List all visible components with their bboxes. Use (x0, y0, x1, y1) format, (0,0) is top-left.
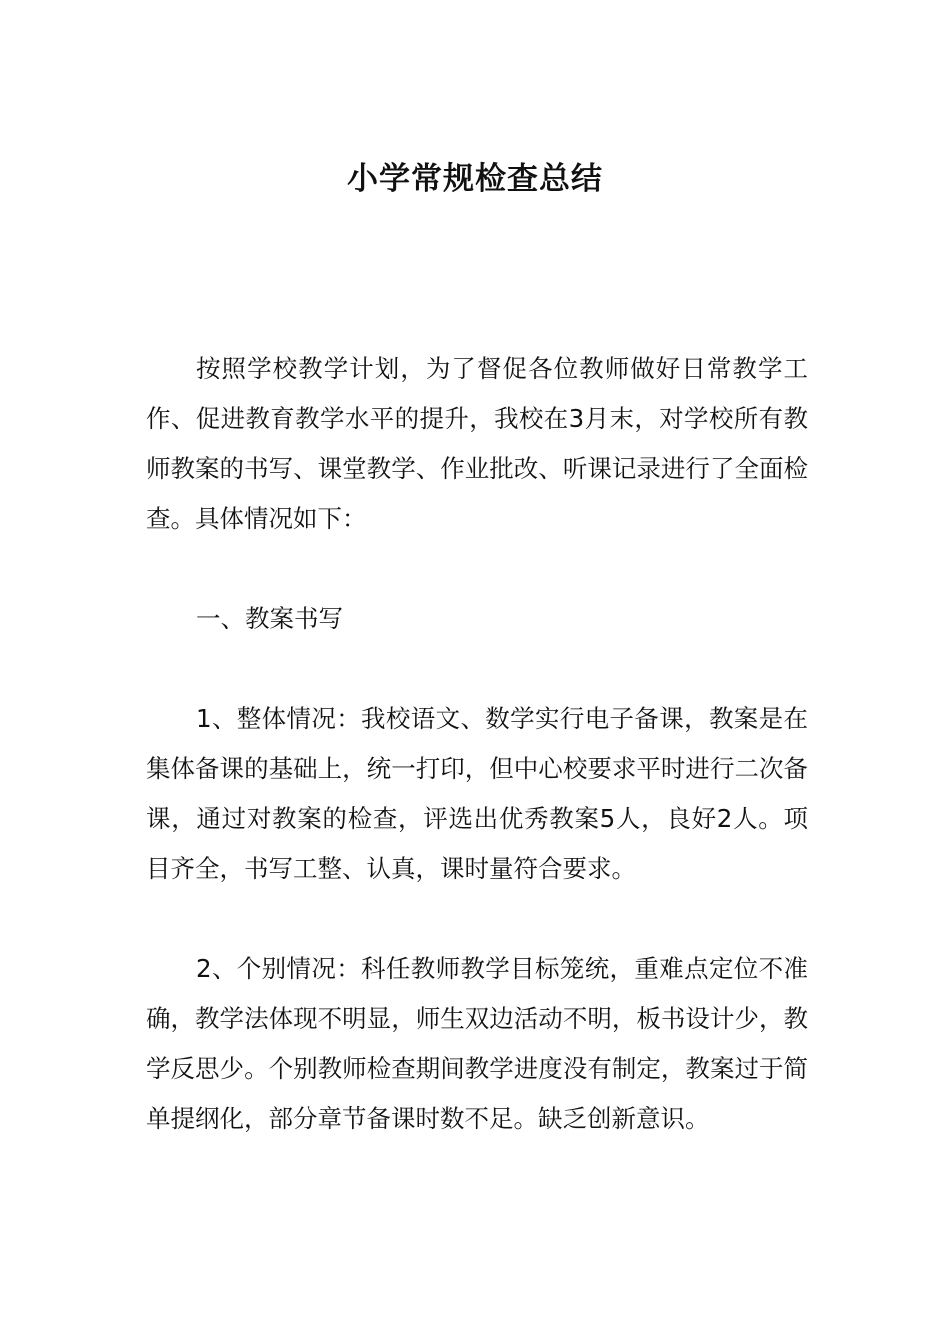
overall-situation-paragraph: 1、整体情况：我校语文、数学实行电子备课，教案是在集体备课的基础上，统一打印，但中心校要求平时进行二次备课，通过对教案的检查，评选出优秀教案5人，良好2人。项目齐全，书写工整、认真，课时量符合要求。 (146, 704, 808, 883)
section-heading-lesson-plans: 一、教案书写 (196, 604, 343, 633)
individual-situation-paragraph: 2、个别情况：科任教师教学目标笼统，重难点定位不准确，教学法体现不明显，师生双边活动不明，板书设计少，教学反思少。个别教师检查期间教学进度没有制定，教案过于简单提纲化，部分章节备课时数不足。缺乏创新意识。 (146, 954, 808, 1133)
document-title: 小学常规检查总结 (347, 161, 603, 197)
intro-paragraph: 按照学校教学计划，为了督促各位教师做好日常教学工作、促进教育教学水平的提升，我校在3月末，对学校所有教师教案的书写、课堂教学、作业批改、听课记录进行了全面检查。具体情况如下： (146, 354, 808, 533)
